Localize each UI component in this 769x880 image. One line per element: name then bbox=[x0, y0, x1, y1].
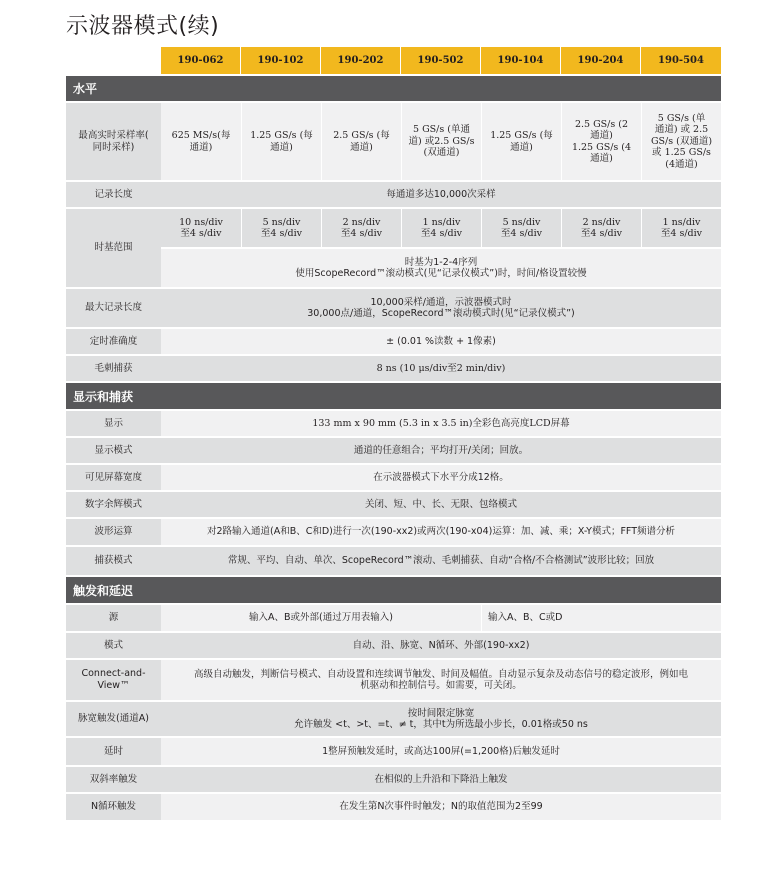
table-cell: 1.25 GS/s (每 通道) bbox=[481, 103, 561, 180]
table-cell: 输入A、B、C或D bbox=[481, 605, 721, 631]
row-label: 最高实时采样率( 同时采样) bbox=[66, 103, 161, 180]
row-label: 捕获模式 bbox=[66, 547, 161, 575]
row-label: 延时 bbox=[66, 738, 161, 765]
table-cell: 时基为1-2-4序列 使用ScopeRecord™滚动模式(见“记录仪模式”)时，时间/格设置较慢 bbox=[161, 249, 721, 287]
table-cell: 2 ns/div 至4 s/div bbox=[561, 209, 641, 247]
row-label: Connect-and- View™ bbox=[66, 660, 161, 700]
row-label: 时基范围 bbox=[66, 209, 161, 287]
table-cell: 关闭、短、中、长、无限、包络模式 bbox=[161, 492, 721, 517]
table-cell: 按时间限定脉宽 允许触发 <t、>t、=t、≠ t，其中t为所选最小步长，0.01格或50 ns bbox=[161, 702, 721, 736]
table-cell: 1整屏预触发延时，或高达100屏(=1,200格)后触发延时 bbox=[161, 738, 721, 765]
row-label: 可见屏幕宽度 bbox=[66, 465, 161, 490]
row-label: 双斜率触发 bbox=[66, 767, 161, 792]
model-header: 190-062 bbox=[161, 47, 241, 74]
table-cell: 10,000采样/通道，示波器模式时 30,000点/通道，ScopeRecord™滚动模式时(见“记录仪模式”) bbox=[161, 289, 721, 327]
row-label: 数字余辉模式 bbox=[66, 492, 161, 517]
table-cell: 常规、平均、自动、单次、ScopeRecord™滚动、毛刺捕获、自动“合格/不合格测试”波形比较；回放 bbox=[161, 547, 721, 575]
table-cell: ± (0.01 %读数 + 1像素) bbox=[161, 329, 721, 354]
table-cell: 10 ns/div 至4 s/div bbox=[161, 209, 241, 247]
table-cell: 8 ns (10 μs/div至2 min/div) bbox=[161, 356, 721, 381]
model-header: 190-502 bbox=[401, 47, 481, 74]
row-label: 脉宽触发(通道A) bbox=[66, 702, 161, 736]
table-cell: 1 ns/div 至4 s/div bbox=[401, 209, 481, 247]
row-label: 定时准确度 bbox=[66, 329, 161, 354]
table-cell: 在示波器模式下水平分成12格。 bbox=[161, 465, 721, 490]
row-label: 毛刺捕获 bbox=[66, 356, 161, 381]
table-cell: 1 ns/div 至4 s/div bbox=[641, 209, 721, 247]
table-cell: 高级自动触发，判断信号模式、自动设置和连续调节触发、时间及幅值。自动显示复杂及动态信号的稳定波形，例如电 机驱动和控制信号。如需要，可关闭。 bbox=[161, 660, 721, 700]
row-label: 源 bbox=[66, 605, 161, 631]
model-header: 190-202 bbox=[321, 47, 401, 74]
section-header-display: 显示和捕获 bbox=[66, 383, 721, 409]
section-header-trigger: 触发和延迟 bbox=[66, 577, 721, 603]
table-cell: 2 ns/div 至4 s/div bbox=[321, 209, 401, 247]
table-cell: 2.5 GS/s (2 通道) 1.25 GS/s (4 通道) bbox=[561, 103, 641, 180]
table-cell: 在发生第N次事件时触发；N的取值范围为2至99 bbox=[161, 794, 721, 820]
table-cell: 2.5 GS/s (每 通道) bbox=[321, 103, 401, 180]
row-label: 最大记录长度 bbox=[66, 289, 161, 327]
table-cell: 5 GS/s (单 通道) 或 2.5 GS/s (双通道) 或 1.25 GS/s (4通道) bbox=[641, 103, 721, 180]
page-title: 示波器模式(续) bbox=[66, 14, 220, 39]
table-cell: 1.25 GS/s (每 通道) bbox=[241, 103, 321, 180]
table-cell: 625 MS/s(每 通道) bbox=[161, 103, 241, 180]
row-label: 记录长度 bbox=[66, 182, 161, 207]
table-cell: 对2路输入通道(A和B、C和D)进行一次(190-xx2)或两次(190-x04)运算：加、减、乘；X-Y模式；FFT频谱分析 bbox=[161, 519, 721, 545]
model-header: 190-104 bbox=[481, 47, 561, 74]
row-label: 显示模式 bbox=[66, 438, 161, 463]
row-label: N循环触发 bbox=[66, 794, 161, 820]
table-cell: 输入A、B或外部(通过万用表输入) bbox=[161, 605, 481, 631]
table-cell: 5 ns/div 至4 s/div bbox=[241, 209, 321, 247]
row-label: 模式 bbox=[66, 633, 161, 658]
section-header-horizontal: 水平 bbox=[66, 76, 721, 101]
model-header: 190-102 bbox=[241, 47, 321, 74]
table-cell: 通道的任意组合；平均打开/关闭；回放。 bbox=[161, 438, 721, 463]
row-label: 显示 bbox=[66, 411, 161, 436]
table-cell: 133 mm x 90 mm (5.3 in x 3.5 in)全彩色高亮度LCD屏幕 bbox=[161, 411, 721, 436]
row-label: 波形运算 bbox=[66, 519, 161, 545]
table-cell: 5 ns/div 至4 s/div bbox=[481, 209, 561, 247]
table-cell: 5 GS/s (单通 道) 或2.5 GS/s (双通道) bbox=[401, 103, 481, 180]
table-cell: 在相似的上升沿和下降沿上触发 bbox=[161, 767, 721, 792]
table-cell: 自动、沿、脉宽、N循环、外部(190-xx2) bbox=[161, 633, 721, 658]
table-cell: 每通道多达10,000次采样 bbox=[161, 182, 721, 207]
model-header: 190-204 bbox=[561, 47, 641, 74]
model-header: 190-504 bbox=[641, 47, 721, 74]
